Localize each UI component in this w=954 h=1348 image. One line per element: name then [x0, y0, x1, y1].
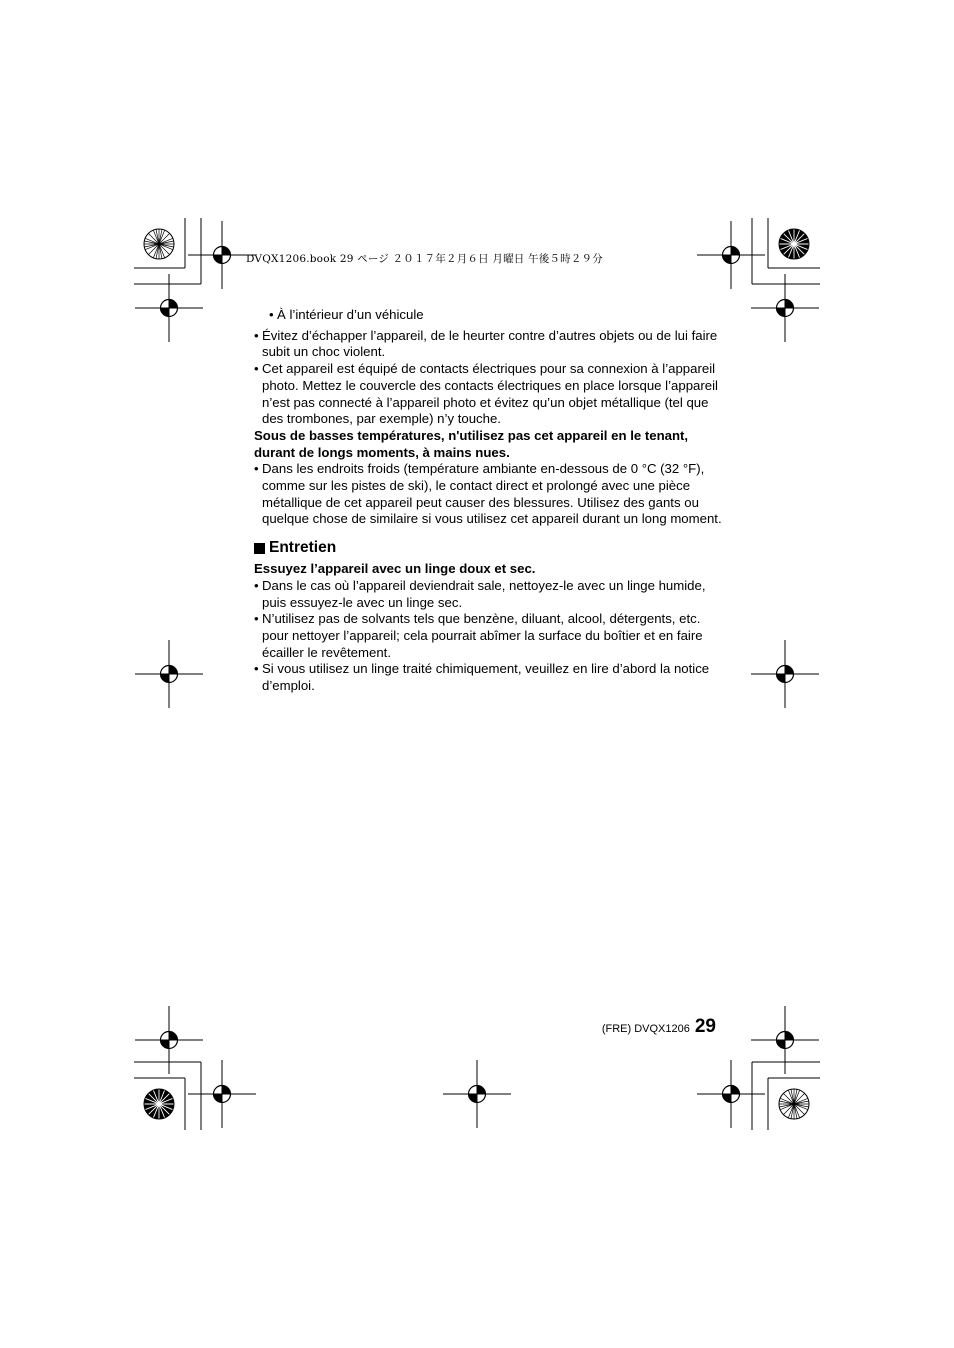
main-content: [254, 307, 729, 695]
section-title: [254, 539, 729, 557]
model-code: (FRE) DVQX1206: [601, 1023, 690, 1035]
print-info-header: DVQX1206.book 29 ページ ２０１７年２月６日 月曜日 午後５時２９分: [246, 253, 603, 265]
warning-heading: Sous de basses températures, n'utilisez pas cet appareil en le tenant, durant de longs moments, à mains nues.: [254, 427, 689, 460]
sub-bullet-item: • À l’intérieur d’un véhicule: [269, 307, 729, 324]
bullet-item: • Si vous utilisez un linge traité chimiquement, veuillez en lire d’abord la notice d’emploi.: [254, 661, 729, 694]
care-heading: Essuyez l’appareil avec un linge doux et sec.: [254, 561, 536, 577]
page-footer: [602, 1016, 716, 1038]
page-number: 29: [694, 1016, 716, 1037]
bullet-item: • Dans le cas où l’appareil deviendrait sale, nettoyez-le avec un linge humide, puis essuyez-le avec un linge sec.: [254, 578, 729, 611]
bullet-item: • Dans les endroits froids (température ambiante en-dessous de 0 °C (32 °F), comme sur les pistes de ski), le contact direct et prolongé avec une pièce métallique de cet appareil peut causer des blessures. Utilisez des gants ou quelque chose de similaire si vous utilisez cet appareil durant un long moment.: [254, 461, 729, 528]
bullet-item: • Évitez d’échapper l’appareil, de le heurter contre d’autres objets ou de lui faire subit un choc violent.: [254, 328, 729, 361]
bullet-item: • Cet appareil est équipé de contacts électriques pour sa connexion à l’appareil photo. Mettez le couvercle des contacts électriques en place lorsque l’appareil n’est pas connecté à l’appareil photo et évitez qu’un objet métallique (tel que des trombones, par exemple) n’y touche.: [254, 361, 729, 428]
bullet-item: • N’utilisez pas de solvants tels que benzène, diluant, alcool, détergents, etc. pour nettoyer l’appareil; cela pourrait abîmer la surface du boîtier et en faire écailler le revêtement.: [254, 611, 729, 661]
section-title-text: Entretien: [269, 539, 337, 557]
black-square-icon: [254, 543, 265, 554]
